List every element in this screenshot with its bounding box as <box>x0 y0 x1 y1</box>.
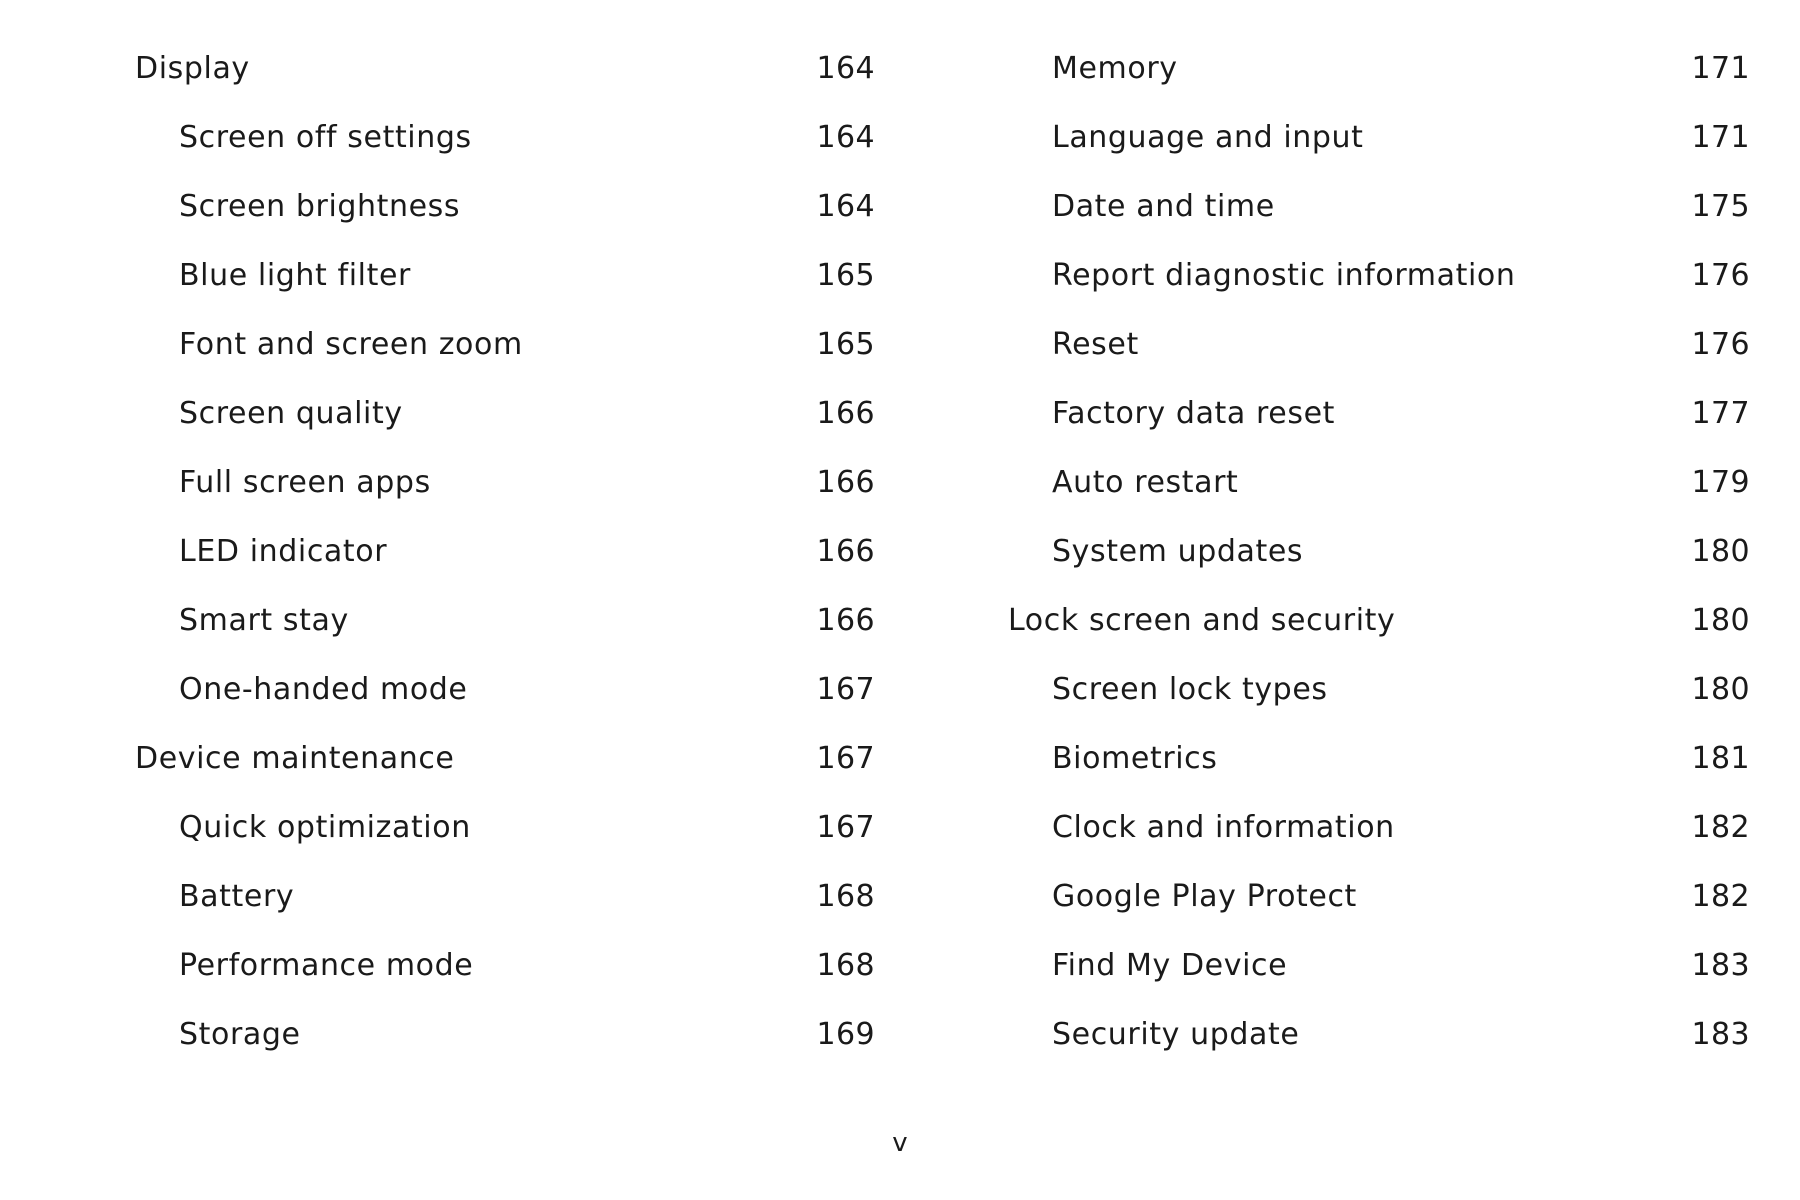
toc-right-column <box>1008 34 1750 1069</box>
toc-entry-page-number: 165 <box>816 258 875 293</box>
toc-entry-title: Quick optimization <box>179 810 471 845</box>
toc-entry-page-number: 179 <box>1691 465 1750 500</box>
toc-subsection-entry[interactable] <box>135 793 875 862</box>
toc-entry-page-number: 182 <box>1691 879 1750 914</box>
toc-subsection-entry[interactable] <box>135 310 875 379</box>
toc-entry-page-number: 180 <box>1691 534 1750 569</box>
toc-entry-page-number: 180 <box>1691 603 1750 638</box>
toc-subsection-entry[interactable] <box>135 862 875 931</box>
toc-subsection-entry[interactable] <box>1008 379 1750 448</box>
toc-entry-title: Blue light filter <box>179 258 411 293</box>
toc-subsection-entry[interactable] <box>135 517 875 586</box>
toc-entry-title: Screen brightness <box>179 189 461 224</box>
page-number-footer: v <box>892 1128 908 1158</box>
toc-entry-title: Security update <box>1052 1017 1300 1052</box>
toc-entry-page-number: 181 <box>1691 741 1750 776</box>
toc-entry-title: Report diagnostic information <box>1052 258 1516 293</box>
toc-entry-page-number: 176 <box>1691 327 1750 362</box>
toc-entry-title: Language and input <box>1052 120 1364 155</box>
toc-entry-page-number: 168 <box>816 948 875 983</box>
toc-subsection-entry[interactable] <box>1008 724 1750 793</box>
toc-entry-title: Factory data reset <box>1052 396 1336 431</box>
toc-entry-title: Screen off settings <box>179 120 472 155</box>
toc-entry-page-number: 166 <box>816 465 875 500</box>
toc-entry-title: Battery <box>179 879 295 914</box>
toc-entry-title: Google Play Protect <box>1052 879 1357 914</box>
toc-entry-page-number: 183 <box>1691 948 1750 983</box>
toc-subsection-entry[interactable] <box>1008 793 1750 862</box>
toc-entry-title: Biometrics <box>1052 741 1218 776</box>
toc-entry-page-number: 165 <box>816 327 875 362</box>
toc-subsection-entry[interactable] <box>1008 1000 1750 1069</box>
toc-entry-page-number: 167 <box>816 672 875 707</box>
toc-subsection-entry[interactable] <box>135 448 875 517</box>
toc-subsection-entry[interactable] <box>135 103 875 172</box>
toc-entry-title: Auto restart <box>1052 465 1239 500</box>
toc-entry-page-number: 166 <box>816 603 875 638</box>
toc-entry-title: Full screen apps <box>179 465 431 500</box>
toc-subsection-entry[interactable] <box>1008 172 1750 241</box>
toc-entry-page-number: 168 <box>816 879 875 914</box>
toc-subsection-entry[interactable] <box>1008 241 1750 310</box>
toc-entry-title: Storage <box>179 1017 301 1052</box>
toc-subsection-entry[interactable] <box>1008 34 1750 103</box>
toc-entry-page-number: 166 <box>816 396 875 431</box>
toc-entry-page-number: 175 <box>1691 189 1750 224</box>
toc-entry-title: Display <box>135 51 250 86</box>
toc-subsection-entry[interactable] <box>135 931 875 1000</box>
toc-entry-page-number: 180 <box>1691 672 1750 707</box>
toc-subsection-entry[interactable] <box>135 379 875 448</box>
toc-subsection-entry[interactable] <box>1008 448 1750 517</box>
toc-entry-page-number: 164 <box>816 189 875 224</box>
toc-entry-page-number: 166 <box>816 534 875 569</box>
toc-subsection-entry[interactable] <box>1008 862 1750 931</box>
toc-subsection-entry[interactable] <box>135 172 875 241</box>
toc-entry-page-number: 171 <box>1691 120 1750 155</box>
toc-entry-title: Performance mode <box>179 948 474 983</box>
toc-subsection-entry[interactable] <box>1008 103 1750 172</box>
toc-subsection-entry[interactable] <box>1008 655 1750 724</box>
toc-entry-page-number: 167 <box>816 810 875 845</box>
toc-entry-page-number: 164 <box>816 120 875 155</box>
toc-entry-page-number: 183 <box>1691 1017 1750 1052</box>
toc-entry-title: Find My Device <box>1052 948 1288 983</box>
toc-subsection-entry[interactable] <box>135 655 875 724</box>
toc-entry-title: System updates <box>1052 534 1304 569</box>
toc-subsection-entry[interactable] <box>1008 517 1750 586</box>
toc-entry-title: Date and time <box>1052 189 1275 224</box>
toc-section-entry[interactable] <box>135 724 875 793</box>
toc-entry-title: Clock and information <box>1052 810 1395 845</box>
toc-subsection-entry[interactable] <box>1008 310 1750 379</box>
toc-subsection-entry[interactable] <box>135 1000 875 1069</box>
toc-entry-page-number: 171 <box>1691 51 1750 86</box>
toc-subsection-entry[interactable] <box>135 586 875 655</box>
toc-entry-title: Memory <box>1052 51 1178 86</box>
toc-entry-title: Lock screen and security <box>1008 603 1396 638</box>
toc-entry-page-number: 169 <box>816 1017 875 1052</box>
toc-section-entry[interactable] <box>135 34 875 103</box>
toc-entry-page-number: 182 <box>1691 810 1750 845</box>
toc-subsection-entry[interactable] <box>135 241 875 310</box>
toc-entry-title: Reset <box>1052 327 1139 362</box>
toc-entry-title: Font and screen zoom <box>179 327 523 362</box>
toc-section-entry[interactable] <box>1008 586 1750 655</box>
toc-entry-page-number: 164 <box>816 51 875 86</box>
toc-entry-title: One-handed mode <box>179 672 468 707</box>
toc-entry-title: Smart stay <box>179 603 349 638</box>
toc-left-column <box>135 34 875 1069</box>
toc-entry-title: Screen lock types <box>1052 672 1328 707</box>
toc-entry-page-number: 177 <box>1691 396 1750 431</box>
toc-entry-page-number: 167 <box>816 741 875 776</box>
toc-entry-title: Screen quality <box>179 396 403 431</box>
toc-entry-title: Device maintenance <box>135 741 455 776</box>
toc-subsection-entry[interactable] <box>1008 931 1750 1000</box>
toc-entry-page-number: 176 <box>1691 258 1750 293</box>
toc-entry-title: LED indicator <box>179 534 388 569</box>
